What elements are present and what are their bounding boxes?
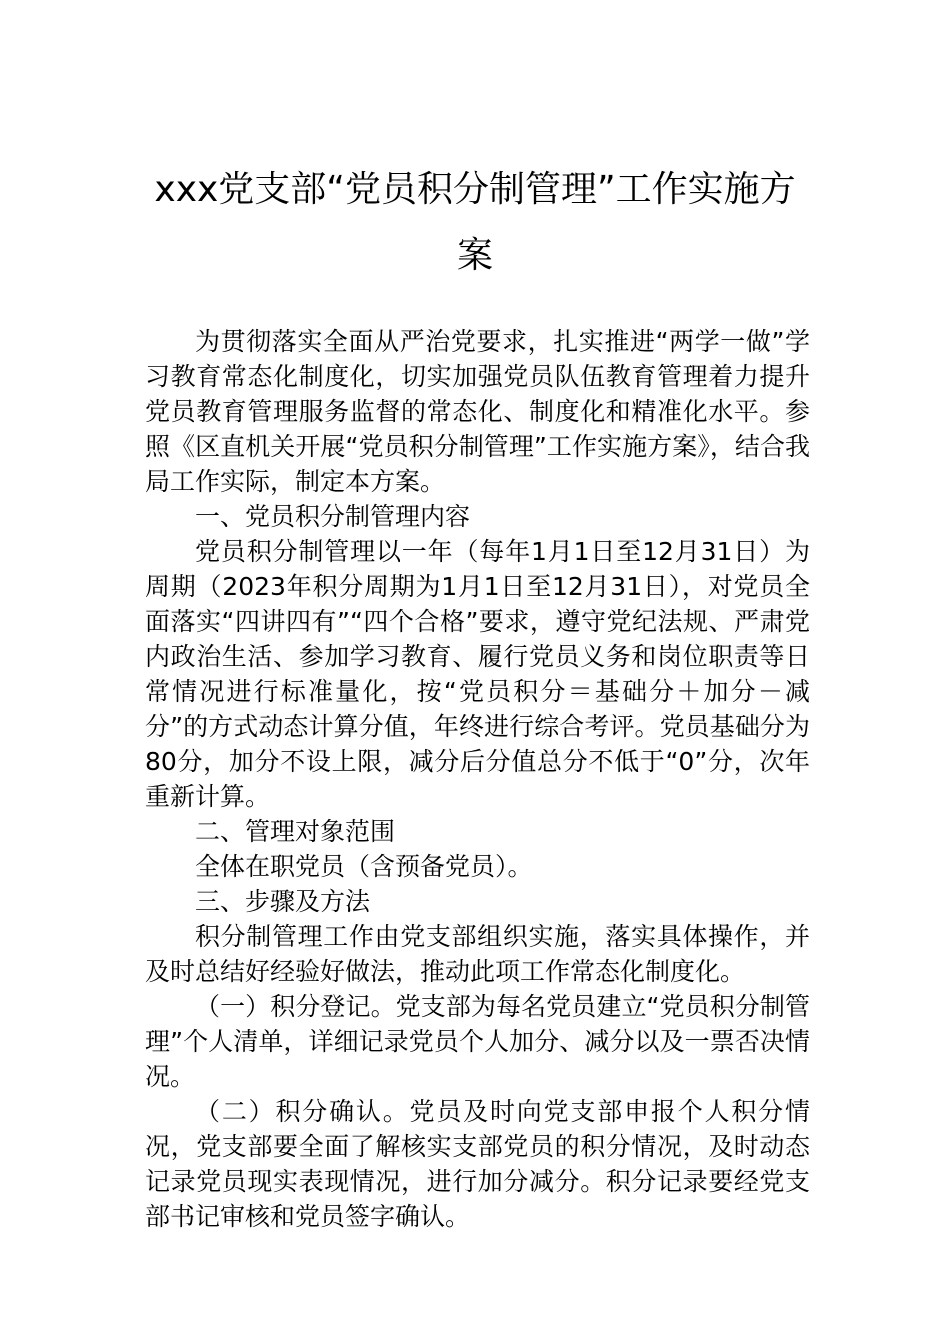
document-title-line-2: 案 [456, 235, 493, 276]
document-body [145, 324, 810, 1234]
section-1-paragraph: 党员积分制管理以一年（每年1月1日至12月31日）为周期（2023年积分周期为1月1日至12月31日），对党员全面落实“四讲四有”“四个合格”要求，遵守党纪法规、严肃党内政治生活、参加学习教育、履行党员义务和岗位职责等日常情况进行标准量化，按“党员积分＝基础分＋加分－减分”的方式动态计算分值，年终进行综合考评。党员基础分为80分，加分不设上限，减分后分值总分不低于“0”分，次年重新计算。 [145, 537, 810, 811]
section-heading-3: 三、步骤及方法 [195, 887, 371, 916]
section-3-paragraph: 积分制管理工作由党支部组织实施，落实具体操作，并及时总结好经验好做法，推动此项工作常态化制度化。 [145, 922, 810, 986]
section-heading-1: 一、党员积分制管理内容 [195, 502, 471, 531]
intro-paragraph: 为贯彻落实全面从严治党要求，扎实推进“两学一做”学习教育常态化制度化，切实加强党员队伍教育管理着力提升党员教育管理服务监督的常态化、制度化和精准化水平。参照《区直机关开展“党员积分制管理”工作实施方案》，结合我局工作实际，制定本方案。 [145, 327, 810, 496]
subsection-2-paragraph: （二）积分确认。党员及时向党支部申报个人积分情况，党支部要全面了解核实支部党员的积分情况，及时动态记录党员现实表现情况，进行加分减分。积分记录要经党支部书记审核和党员签字确认。 [145, 1097, 810, 1231]
section-heading-2: 二、管理对象范围 [195, 817, 396, 846]
section-2-paragraph: 全体在职党员（含预备党员）。 [195, 852, 533, 881]
subsection-1-paragraph: （一）积分登记。党支部为每名党员建立“党员积分制管理”个人清单，详细记录党员个人加分、减分以及一票否决情况。 [145, 992, 810, 1091]
document-title-line-1: xxx党支部“党员积分制管理”工作实施方 [154, 169, 796, 210]
